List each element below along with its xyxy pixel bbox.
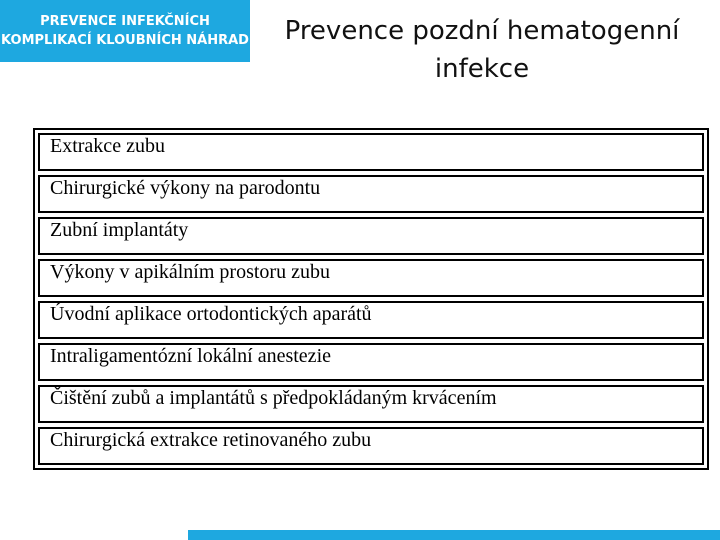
row-label: Úvodní aplikace ortodontických aparátů (50, 302, 372, 325)
row-label: Chirurgické výkony na parodontu (50, 176, 321, 199)
table-row (38, 427, 704, 465)
procedure-list (38, 133, 704, 465)
row-label: Chirurgická extrakce retinovaného zubu (50, 428, 372, 451)
slide-title-line-1: Prevence pozdní hematogenní (284, 16, 680, 46)
brand-line-2: KOMPLIKACÍ KLOUBNÍCH NÁHRAD (1, 33, 249, 48)
brand-banner (0, 0, 250, 62)
row-label: Intraligamentózní lokální anestezie (50, 344, 331, 367)
row-label: Zubní implantáty (50, 218, 189, 241)
procedure-table (33, 128, 709, 470)
row-label: Extrakce zubu (50, 134, 165, 157)
table-row (38, 175, 704, 213)
table-row (38, 133, 704, 171)
table-row (38, 385, 704, 423)
table-row (38, 259, 704, 297)
row-label: Výkony v apikálním prostoru zubu (50, 260, 330, 283)
brand-line-1: PREVENCE INFEKČNÍCH (40, 14, 210, 29)
footer-accent-bar (188, 530, 720, 540)
slide-title-line-2: infekce (434, 54, 530, 84)
table-row (38, 343, 704, 381)
row-label: Čištění zubů a implantátů s předpokládaným krvácením (50, 386, 497, 409)
table-row (38, 217, 704, 255)
slide-title (262, 12, 702, 88)
table-row (38, 301, 704, 339)
